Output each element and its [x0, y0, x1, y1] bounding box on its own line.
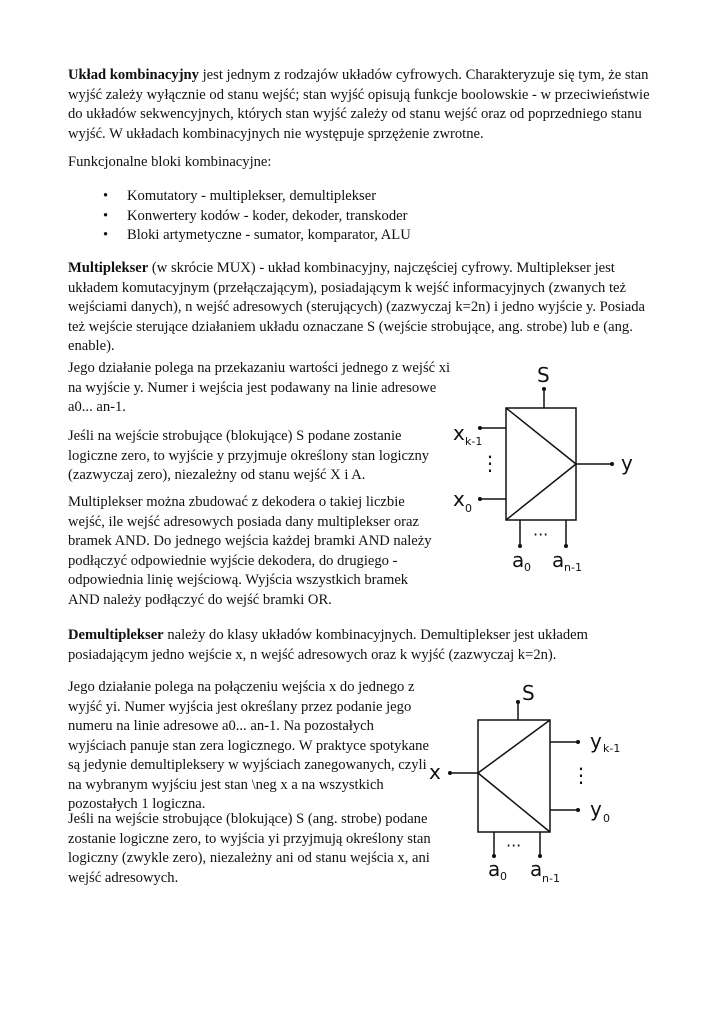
- mux-input-bottom-label: x: [453, 487, 465, 511]
- demux-paragraph-2: Jeśli na wejście strobujące (blokujące) S (ang. strobe) podane zostanie logiczne zero, to wyjścia yi przyjmują określony stan logiczny (zwykle zero), niezależny ani od stanu wejścia x, ani wejść adresowych.: [68, 811, 431, 886]
- mux-intro: [68, 259, 658, 357]
- demux-addr-right-label: a: [530, 857, 543, 881]
- mux-input-top-label: x: [453, 421, 465, 445]
- demux-body: [478, 720, 550, 832]
- demux-output-top-label: y: [590, 729, 602, 753]
- demux-addr-left-label: a: [488, 857, 501, 881]
- demux-triangle-top: [478, 720, 550, 773]
- demux-output-top-subscript: k-1: [603, 742, 621, 755]
- mux-paragraph-3: Multiplekser można zbudować z dekodera o takiej liczbie wejść, ile wejść adresowych posiada dany multiplekser oraz bramek AND. Do jednego wejścia każdej bramki AND należy podłączyć odpowiednie wyjście dekodera, do drugiego - odpowiednia linię wejściową. Wyjścia wszystkich bramek AND należy podłączyć do wejść bramki OR.: [68, 494, 432, 608]
- mux-addr-right-subscript: n-1: [564, 561, 582, 574]
- mux-input-bottom-pin: [478, 497, 482, 501]
- mux-triangle-bottom: [506, 464, 576, 520]
- intro-paragraph: [68, 66, 658, 144]
- mux-input-top-subscript: k-1: [465, 435, 483, 448]
- demux-triangle-bottom: [478, 773, 550, 832]
- intro-term: Układ kombinacyjny: [68, 67, 199, 83]
- mux-paragraph-2: Jeśli na wejście strobujące (blokujące) S podane zostanie logiczne zero, to wyjście y przyjmuje określony stan logiczny (zazwyczaj zero), niezależny od stanu wejść X i A.: [68, 428, 430, 483]
- mux-intro-text: (w skrócie MUX) - układ kombinacyjny, najczęściej cyfrowy. Multiplekser jest układem komutacyjnym (przełączającym), posiadającym k wejść informacyjnych (zwanych też wejściami danych), n wejść adresowych (sterujących) (zazwyczaj k=2n) i jedno wyjście y. Posiada też wejście sterujące działaniem układu oznaczane S (wejście strobujące, ang. strobe) lub e (ang. enable).: [68, 260, 646, 354]
- demux-term: Demultiplekser: [68, 627, 164, 643]
- mux-addr-left-subscript: 0: [524, 561, 531, 574]
- mux-input-bottom-subscript: 0: [465, 502, 472, 515]
- demux-output-vdots: ⋮: [571, 763, 591, 787]
- mux-addr-right-label: a: [552, 548, 565, 572]
- mux-addr-right-pin: [564, 544, 568, 548]
- mux-body: [506, 408, 576, 520]
- list-item: • Konwertery kodów - koder, dekoder, transkoder: [101, 207, 521, 227]
- demux-strobe-pin: [516, 700, 520, 704]
- demultiplexer-diagram: [420, 676, 630, 896]
- demux-strobe-label: S: [522, 681, 535, 705]
- demux-input-label: x: [429, 760, 441, 784]
- mux-addr-left-label: a: [512, 548, 525, 572]
- intro-text: jest jednym z rodzajów układów cyfrowych. Charakteryzuje się tym, że stan wyjść zależy wyłącznie od stanu wejść; stan wyjść opisują funkcje boolowskie - w przeciwieństwie do układów sekwencyjnych, których stan wyjść zależy od stanu wejść oraz od poprzedniego stanu wyjść. W układach kombinacyjnych nie występuje sprzężenie zwrotne.: [68, 67, 650, 142]
- mux-term: Multiplekser: [68, 260, 149, 276]
- mux-output-label: y: [621, 451, 633, 475]
- mux-paragraph-1: Jego działanie polega na przekazaniu wartości jednego z wejść xi na wyjście y. Numer i wejścia jest podawany na linie adresowe a0... an-1.: [68, 360, 451, 415]
- list-item: • Komutatory - multiplekser, demultiplekser: [101, 187, 521, 207]
- demux-addr-left-subscript: 0: [500, 870, 507, 883]
- demux-input-pin: [448, 771, 452, 775]
- mux-triangle-top: [506, 408, 576, 464]
- mux-output-pin: [610, 462, 614, 466]
- mux-input-vdots: ⋮: [480, 451, 500, 475]
- demux-addr-right-subscript: n-1: [542, 872, 560, 885]
- list-item: • Bloki artymetyczne - sumator, komparator, ALU: [101, 226, 521, 246]
- multiplexer-diagram: [440, 360, 640, 580]
- demux-output-bottom-pin: [576, 808, 580, 812]
- demux-intro-text: należy do klasy układów kombinacyjnych. Demultiplekser jest układem posiadającym jedno wejście x, n wejść adresowych oraz k wyjść (zazwyczaj k=2n).: [68, 627, 589, 663]
- blocks-heading: Funkcjonalne bloki kombinacyjne:: [68, 154, 272, 170]
- demux-output-bottom-subscript: 0: [603, 812, 610, 825]
- demux-paragraph-1: Jego działanie polega na połączeniu wejścia x do jednego z wyjść yi. Numer wyjścia jest określany przez podanie jego numeru na linie adresowe a0... an-1. Na pozostałych wyjściach panuje stan zera logicznego. W praktyce spotykane są jedynie demultipleksery w wyjściach zanegowanych, czyli na wybranym wyjściu jest stan \neg x a na wszystkich pozostałych 1 logiczna.: [68, 679, 429, 812]
- mux-addr-hdots: ···: [533, 525, 549, 544]
- demux-output-bottom-label: y: [590, 797, 602, 821]
- demux-addr-hdots: ···: [506, 836, 522, 855]
- demux-output-top-pin: [576, 740, 580, 744]
- mux-strobe-label: S: [537, 363, 550, 387]
- mux-strobe-pin: [542, 387, 546, 391]
- blocks-list: [101, 187, 521, 246]
- mux-input-top-pin: [478, 426, 482, 430]
- demux-intro: [68, 626, 658, 665]
